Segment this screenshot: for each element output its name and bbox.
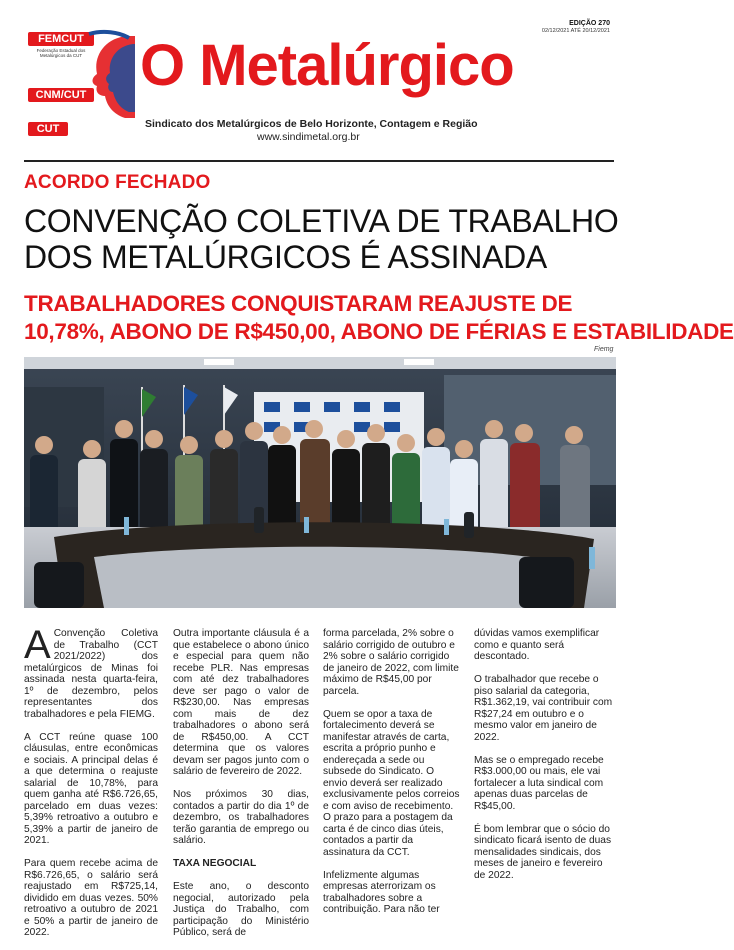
masthead-title: O Metalúrgico: [140, 33, 514, 98]
article-subhead: [24, 290, 734, 346]
article-column-4: [474, 628, 616, 893]
femcut-logo: FEMCUT: [28, 32, 94, 46]
article-kicker: ACORDO FECHADO: [24, 172, 211, 193]
femcut-logo-caption: Federação Estadual dos Metalúrgicos da CUT: [36, 48, 86, 58]
dropcap: A: [24, 623, 51, 667]
article-column-2: [173, 628, 309, 950]
paragraph: Outra importante cláusula é a que estabelece o abono único e especial para quem não recebe PLR. Nas empresas com até dez trabalhadores deve ser pago o valor de R$230,00. Nas empresas com mais de dez trabalhadores o abono será de R$450,00. A CCT determina que os valores devam ser pagos junto com o salário de fevereiro de 2022.: [173, 628, 309, 777]
article-headline: [24, 203, 618, 275]
paragraph: Este ano, o desconto negocial, autorizado pela Justiça do Trabalho, com participação do Ministério Público, será de: [173, 881, 309, 938]
edition-number: EDIÇÃO 270: [569, 20, 610, 27]
article-column-3: [323, 628, 461, 927]
edition-dates: 02/12/2021 ATÉ 20/12/2021: [541, 28, 610, 34]
paragraph: Infelizmente algumas empresas aterrorizam os trabalhadores sobre a contribuição. Para não ter: [323, 869, 440, 915]
paragraph: Para quem recebe acima de R$6.726,65, o salário será reajustado em R$725,14, dividido em duas vezes. 50% retroativo a outubro de 2021 e 50% a partir de janeiro de 2022.: [24, 858, 158, 938]
paragraph: Quem se opor a taxa de fortalecimento deverá se manifestar através de carta, escrita a próprio punho e endereçada a sede ou subsede do Sindicato. O envio deverá ser realizado exclusivamente pelos correios e com aviso de recebimento. O prazo para a postagem da carta é de cinco dias úteis, contados a partir da assinatura da CCT.: [323, 708, 460, 858]
paragraph: A Convenção Coletiva de Trabalho (CCT 2021/2022) dos metalúrgicos de Minas foi assinada nesta quarta-feira, 1º de dezembro, pelos representantes dos trabalhadores e pela FIEMG.: [24, 623, 158, 720]
headline-line-2: DOS METALÚRGICOS É ASSINADA: [24, 239, 547, 275]
headline-line-1: CONVENÇÃO COLETIVA DE TRABALHO: [24, 203, 619, 239]
edition-info: [542, 20, 610, 34]
paragraph: Nos próximos 30 dias, contados a partir do dia 1º de dezembro, os trabalhadores terão garantia de emprego ou salário.: [173, 789, 309, 846]
paragraph: dúvidas vamos exemplificar como e quanto será descontado.: [474, 628, 600, 662]
subhead-line-2: 10,78%, ABONO DE R$450,00, ABONO DE FÉRIAS E ESTABILIDADE: [24, 319, 734, 344]
group-photo: [24, 357, 616, 608]
cnmcut-logo: CNM/CUT: [28, 88, 94, 102]
paragraph: O trabalhador que recebe o piso salarial da categoria, R$1.362,19, vai contribuir com R$27,24 em outubro e o mesmo valor em janeiro de 2022.: [474, 674, 613, 743]
head-silhouette-icon: [55, 26, 135, 126]
paragraph: forma parcelada, 2% sobre o salário corrigido de outubro e 2% sobre o salário corrigido de janeiro de 2022, com limite máximo de R$45,00 por parcela.: [323, 628, 459, 697]
paragraph: É bom lembrar que o sócio do sindicato ficará isento de duas mensalidades sindicais, dos meses de janeiro e fevereiro de 2022.: [474, 823, 612, 881]
section-title: TAXA NEGOCIAL: [173, 858, 257, 869]
masthead-divider: [24, 160, 614, 162]
subhead-line-1: TRABALHADORES CONQUISTARAM REAJUSTE DE: [24, 291, 573, 316]
photo-credit: Fiemg: [594, 346, 614, 353]
group-photo-illustration: [24, 357, 616, 608]
masthead-url[interactable]: www.sindimetal.org.br: [257, 131, 360, 143]
masthead-subtitle: Sindicato dos Metalúrgicos de Belo Horizonte, Contagem e Região: [145, 118, 478, 130]
paragraph: A CCT reúne quase 100 cláusulas, entre econômicas e sociais. A principal delas é a que determina o reajuste salarial de 10,78%, para quem ganha até R$6.726,65, parcelado em duas vezes: 5,39% retroativo a outubro e 5,39% a partir de janeiro de 2021.: [24, 731, 158, 846]
paragraph: Mas se o empregado recebe R$3.000,00 ou mais, ele vai fortalecer a luta sindical com apenas duas parcelas de R$45,00.: [474, 754, 604, 812]
cut-logo: CUT: [28, 122, 68, 136]
article-column-1: [24, 623, 158, 950]
